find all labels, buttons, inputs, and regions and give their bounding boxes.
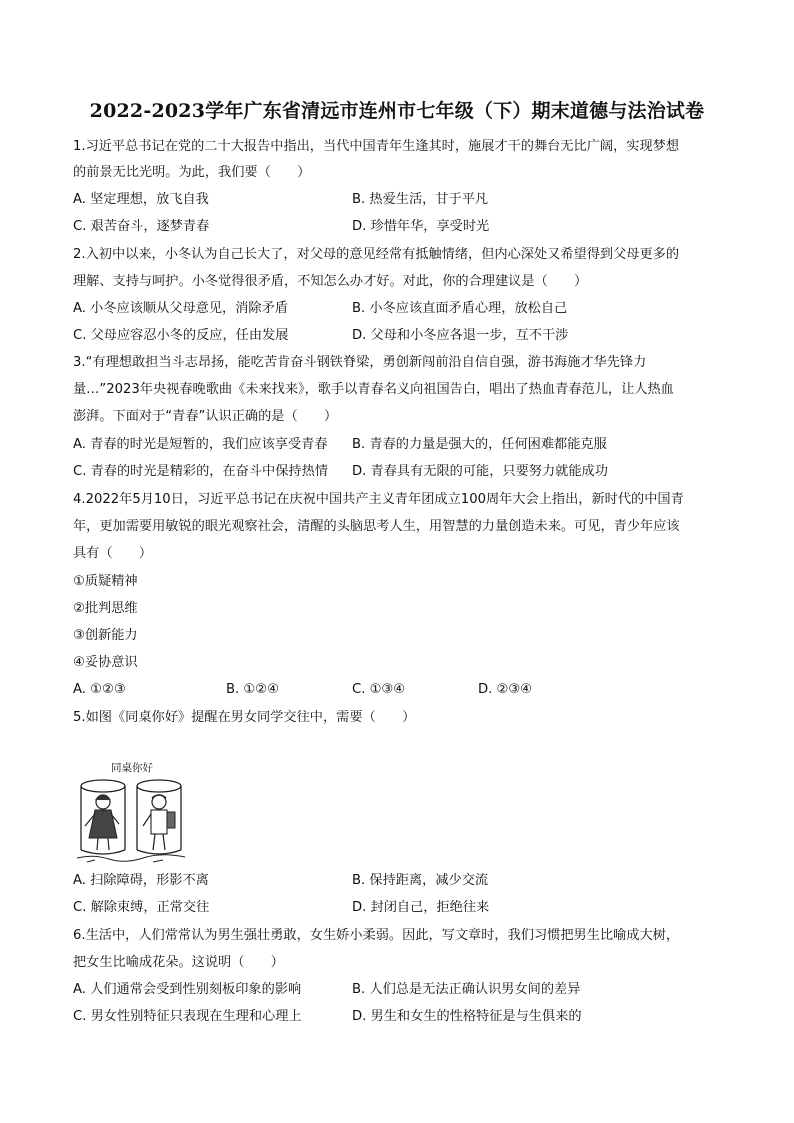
figure-caption: 同桌你好	[111, 762, 153, 774]
q6-line-1: 6.生活中，人们常常认为男生强壮勇敢，女生娇小柔弱。因此，写文章时，我们习惯把男生比喻成大树，	[73, 928, 680, 943]
q6-option-c: C. 男女性别特征只表现在生理和心理上	[73, 1009, 302, 1024]
q1-option-d: D. 珍惜年华，享受时光	[352, 219, 490, 234]
q3-line-1: 3.“有理想敢担当斗志昂扬，能吃苦肯奋斗钢铁脊梁，勇创新闯前沿自信自强，游书海施才华先锋力	[73, 355, 647, 370]
q5-option-a: A. 扫除障碍，形影不离	[73, 873, 209, 888]
q5-option-b: B. 保持距离，减少交流	[352, 873, 489, 888]
q1-line-2: 的前景无比光明。为此，我们要（ ）	[73, 165, 311, 180]
q2-option-c: C. 父母应容忍小冬的反应，任由发展	[73, 328, 289, 343]
q3-option-a: A. 青春的时光是短暂的，我们应该享受青春	[73, 437, 328, 452]
q2-option-b: B. 小冬应该直面矛盾心理，放松自己	[352, 301, 568, 316]
q1-option-c: C. 艰苦奋斗，逐梦青春	[73, 219, 210, 234]
q4-line-3: 具有（ ）	[73, 546, 153, 561]
q6-line-2: 把女生比喻成花朵。这说明（ ）	[73, 955, 284, 970]
q1-line-1: 1.习近平总书记在党的二十大报告中指出，当代中国青年生逢其时，施展才干的舞台无比广阔，实现梦想	[73, 139, 680, 154]
exam-title: 2022-2023学年广东省清远市连州市七年级（下）期末道德与法治试卷	[89, 100, 705, 122]
q1-option-a: A. 坚定理想，放飞自我	[73, 192, 209, 207]
q5-option-d: D. 封闭自己，拒绝往来	[352, 900, 490, 915]
q4-item-2: ②批判思维	[73, 601, 138, 616]
q6-option-d: D. 男生和女生的性格特征是与生俱来的	[352, 1009, 582, 1024]
q4-line-1: 4.2022年5月10日，习近平总书记在庆祝中国共产主义青年团成立100周年大会上指出，新时代的中国青	[73, 492, 684, 507]
q3-line-3: 澎湃。下面对于“青春”认识正确的是（ ）	[73, 409, 338, 424]
q1-option-b: B. 热爱生活，甘于平凡	[352, 192, 489, 207]
q2-option-a: A. 小冬应该顺从父母意见，消除矛盾	[73, 301, 288, 316]
q4-item-3: ③创新能力	[73, 628, 138, 643]
q5-line-1: 5.如图《同桌你好》提醒在男女同学交往中，需要（ ）	[73, 710, 416, 725]
q3-option-b: B. 青春的力量是强大的，任何困难都能克服	[352, 437, 607, 452]
q3-line-2: 量…”2023年央视春晚歌曲《未来找来》，歌手以青春名义向祖国告白，唱出了热血青春范儿，让人热血	[73, 382, 674, 397]
q4-item-4: ④妥协意识	[73, 655, 138, 670]
q4-option-b: B. ①②④	[226, 682, 279, 697]
q3-option-c: C. 青春的时光是精彩的，在奋斗中保持热情	[73, 464, 328, 479]
q4-option-d: D. ②③④	[478, 682, 533, 697]
q2-line-1: 2.入初中以来，小冬认为自己长大了，对父母的意见经常有抵触情绪，但内心深处又希望得到父母更多的	[73, 247, 680, 262]
q6-option-b: B. 人们总是无法正确认识男女间的差异	[352, 982, 581, 997]
cartoon-drawing	[73, 762, 193, 866]
q4-option-c: C. ①③④	[352, 682, 406, 697]
q6-option-a: A. 人们通常会受到性别刻板印象的影响	[73, 982, 302, 997]
q5-option-c: C. 解除束缚，正常交往	[73, 900, 210, 915]
q4-line-2: 年，更加需要用敏锐的眼光观察社会，清醒的头脑思考人生，用智慧的力量创造未来。可见，青少年应该	[73, 519, 680, 534]
q2-line-2: 理解、支持与呵护。小冬觉得很矛盾，不知怎么办才好。对此，你的合理建议是（ ）	[73, 274, 588, 289]
q4-item-1: ①质疑精神	[73, 574, 138, 589]
q2-option-d: D. 父母和小冬应各退一步，互不干涉	[352, 328, 569, 343]
desk-mate-cartoon	[73, 762, 193, 866]
q4-option-a: A. ①②③	[73, 682, 126, 697]
q3-option-d: D. 青春具有无限的可能，只要努力就能成功	[352, 464, 608, 479]
